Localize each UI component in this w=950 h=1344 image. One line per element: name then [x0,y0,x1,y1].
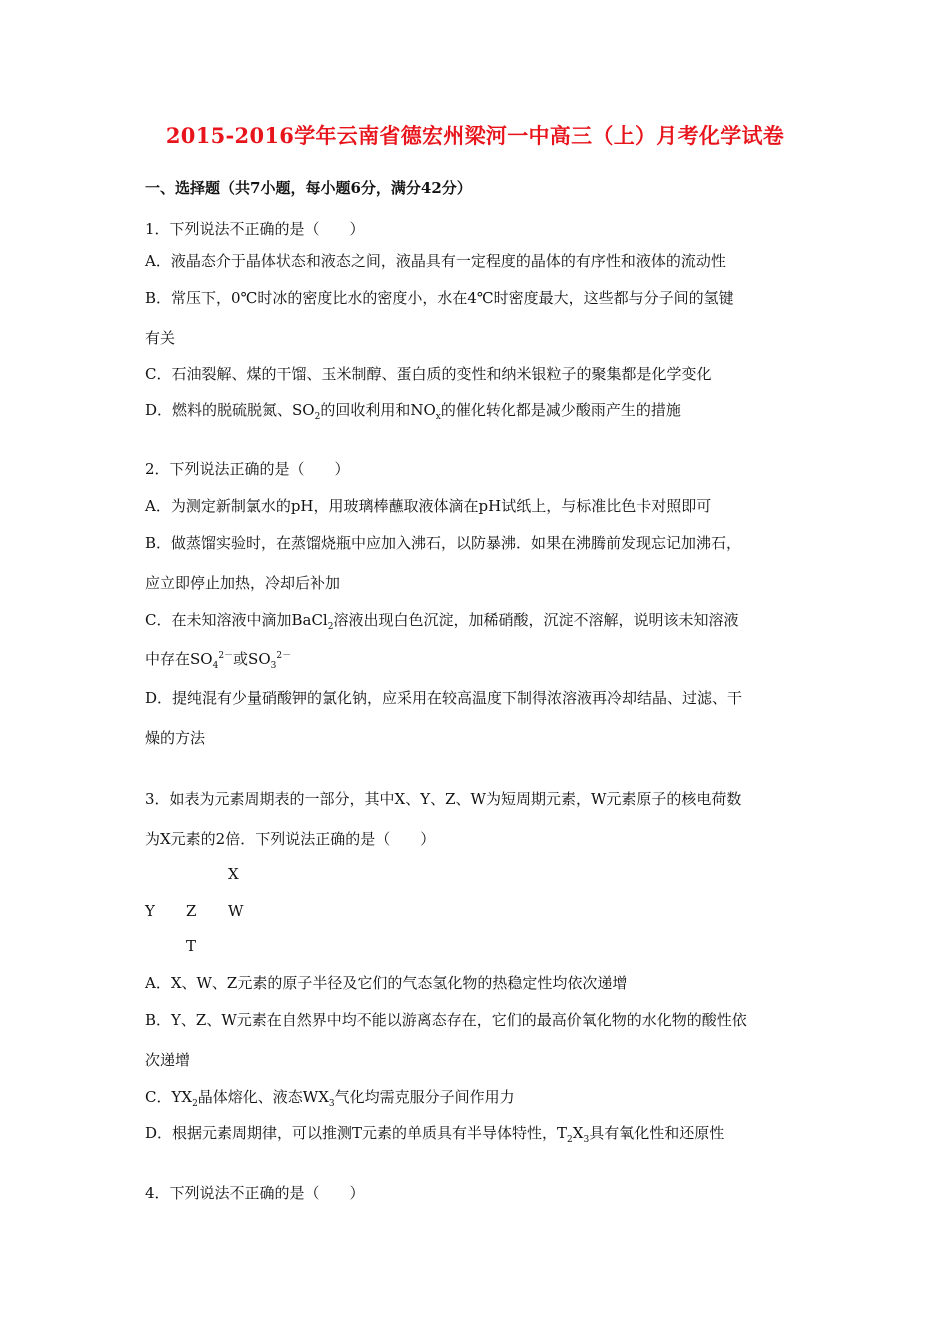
q3-option-d: D．根据元素周期律，可以推测T元素的单质具有半导体特性，$T_2X_3$具有氧化性和还原性 [145,1124,725,1145]
q4-stem: 4．下列说法不正确的是（ ） [145,1184,365,1202]
q1-option-b: B．常压下，0℃时冰的密度比水的密度小，水在4℃时密度最大，这些都与分子间的氢键 [145,289,734,307]
periodic-table-w: W [228,902,244,920]
q1-option-c: C．石油裂解、煤的干馏、玉米制醇、蛋白质的变性和纳米银粒子的聚集都是化学变化 [145,365,712,383]
q2-option-c: C．在未知溶液中滴加BaCl$_2$溶液出现白色沉淀，加稀硝酸，沉淀不溶解，说明该未知溶液 [145,611,739,632]
q2-option-d: D．提纯混有少量硝酸钾的氯化钠，应采用在较高温度下制得浓溶液再冷却结晶、过滤、干 [145,689,743,707]
q3-option-a: A．X、W、Z元素的原子半径及它们的气态氢化物的热稳定性均依次递增 [145,974,628,992]
q3-option-b-cont: 次递增 [145,1051,191,1069]
q3-stem-cont: 为X元素的2倍．下列说法正确的是（ ） [145,830,436,848]
periodic-table-z: Z [186,902,197,920]
q2-option-b-cont: 应立即停止加热，冷却后补加 [145,574,341,592]
q2-stem: 2．下列说法正确的是（ ） [145,460,350,478]
q1-stem: 1．下列说法不正确的是（ ） [145,220,365,238]
q3-option-b: B．Y、Z、W元素在自然界中均不能以游离态存在，它们的最高价氧化物的水化物的酸性依 [145,1011,747,1029]
periodic-table-y: Y [145,902,155,920]
exam-title: 2015-2016学年云南省德宏州梁河一中高三（上）月考化学试卷 [165,123,785,148]
periodic-table-x: X [228,865,239,883]
q2-option-d-cont: 燥的方法 [145,729,206,747]
q3-option-c: C．$YX_2$晶体熔化、液态$WX_3$气化均需克服分子间作用力 [145,1088,515,1109]
q1-option-b-cont: 有关 [145,329,176,347]
q1-option-a: A．液晶态介于晶体状态和液态之间，液晶具有一定程度的晶体的有序性和液体的流动性 [145,252,726,270]
periodic-table-t: T [186,937,197,955]
q2-option-b: B．做蒸馏实验时，在蒸馏烧瓶中应加入沸石，以防暴沸．如果在沸腾前发现忘记加沸石， [145,534,742,552]
section-header: 一、选择题（共7小题，每小题6分，满分42分） [145,179,472,197]
q2-option-c-cont: 中存在$SO_4^{2-}$或$SO_3^{2-}$ [145,650,292,671]
q3-stem: 3．如表为元素周期表的一部分，其中X、Y、Z、W为短周期元素，W元素原子的核电荷数 [145,790,742,808]
q2-option-a: A．为测定新制氯水的pH，用玻璃棒蘸取液体滴在pH试纸上，与标准比色卡对照即可 [145,497,712,515]
q1-option-d: D．燃料的脱硫脱氮、$SO_2$的回收利用和$NO_x$的催化转化都是减少酸雨产生的措施 [145,401,681,422]
